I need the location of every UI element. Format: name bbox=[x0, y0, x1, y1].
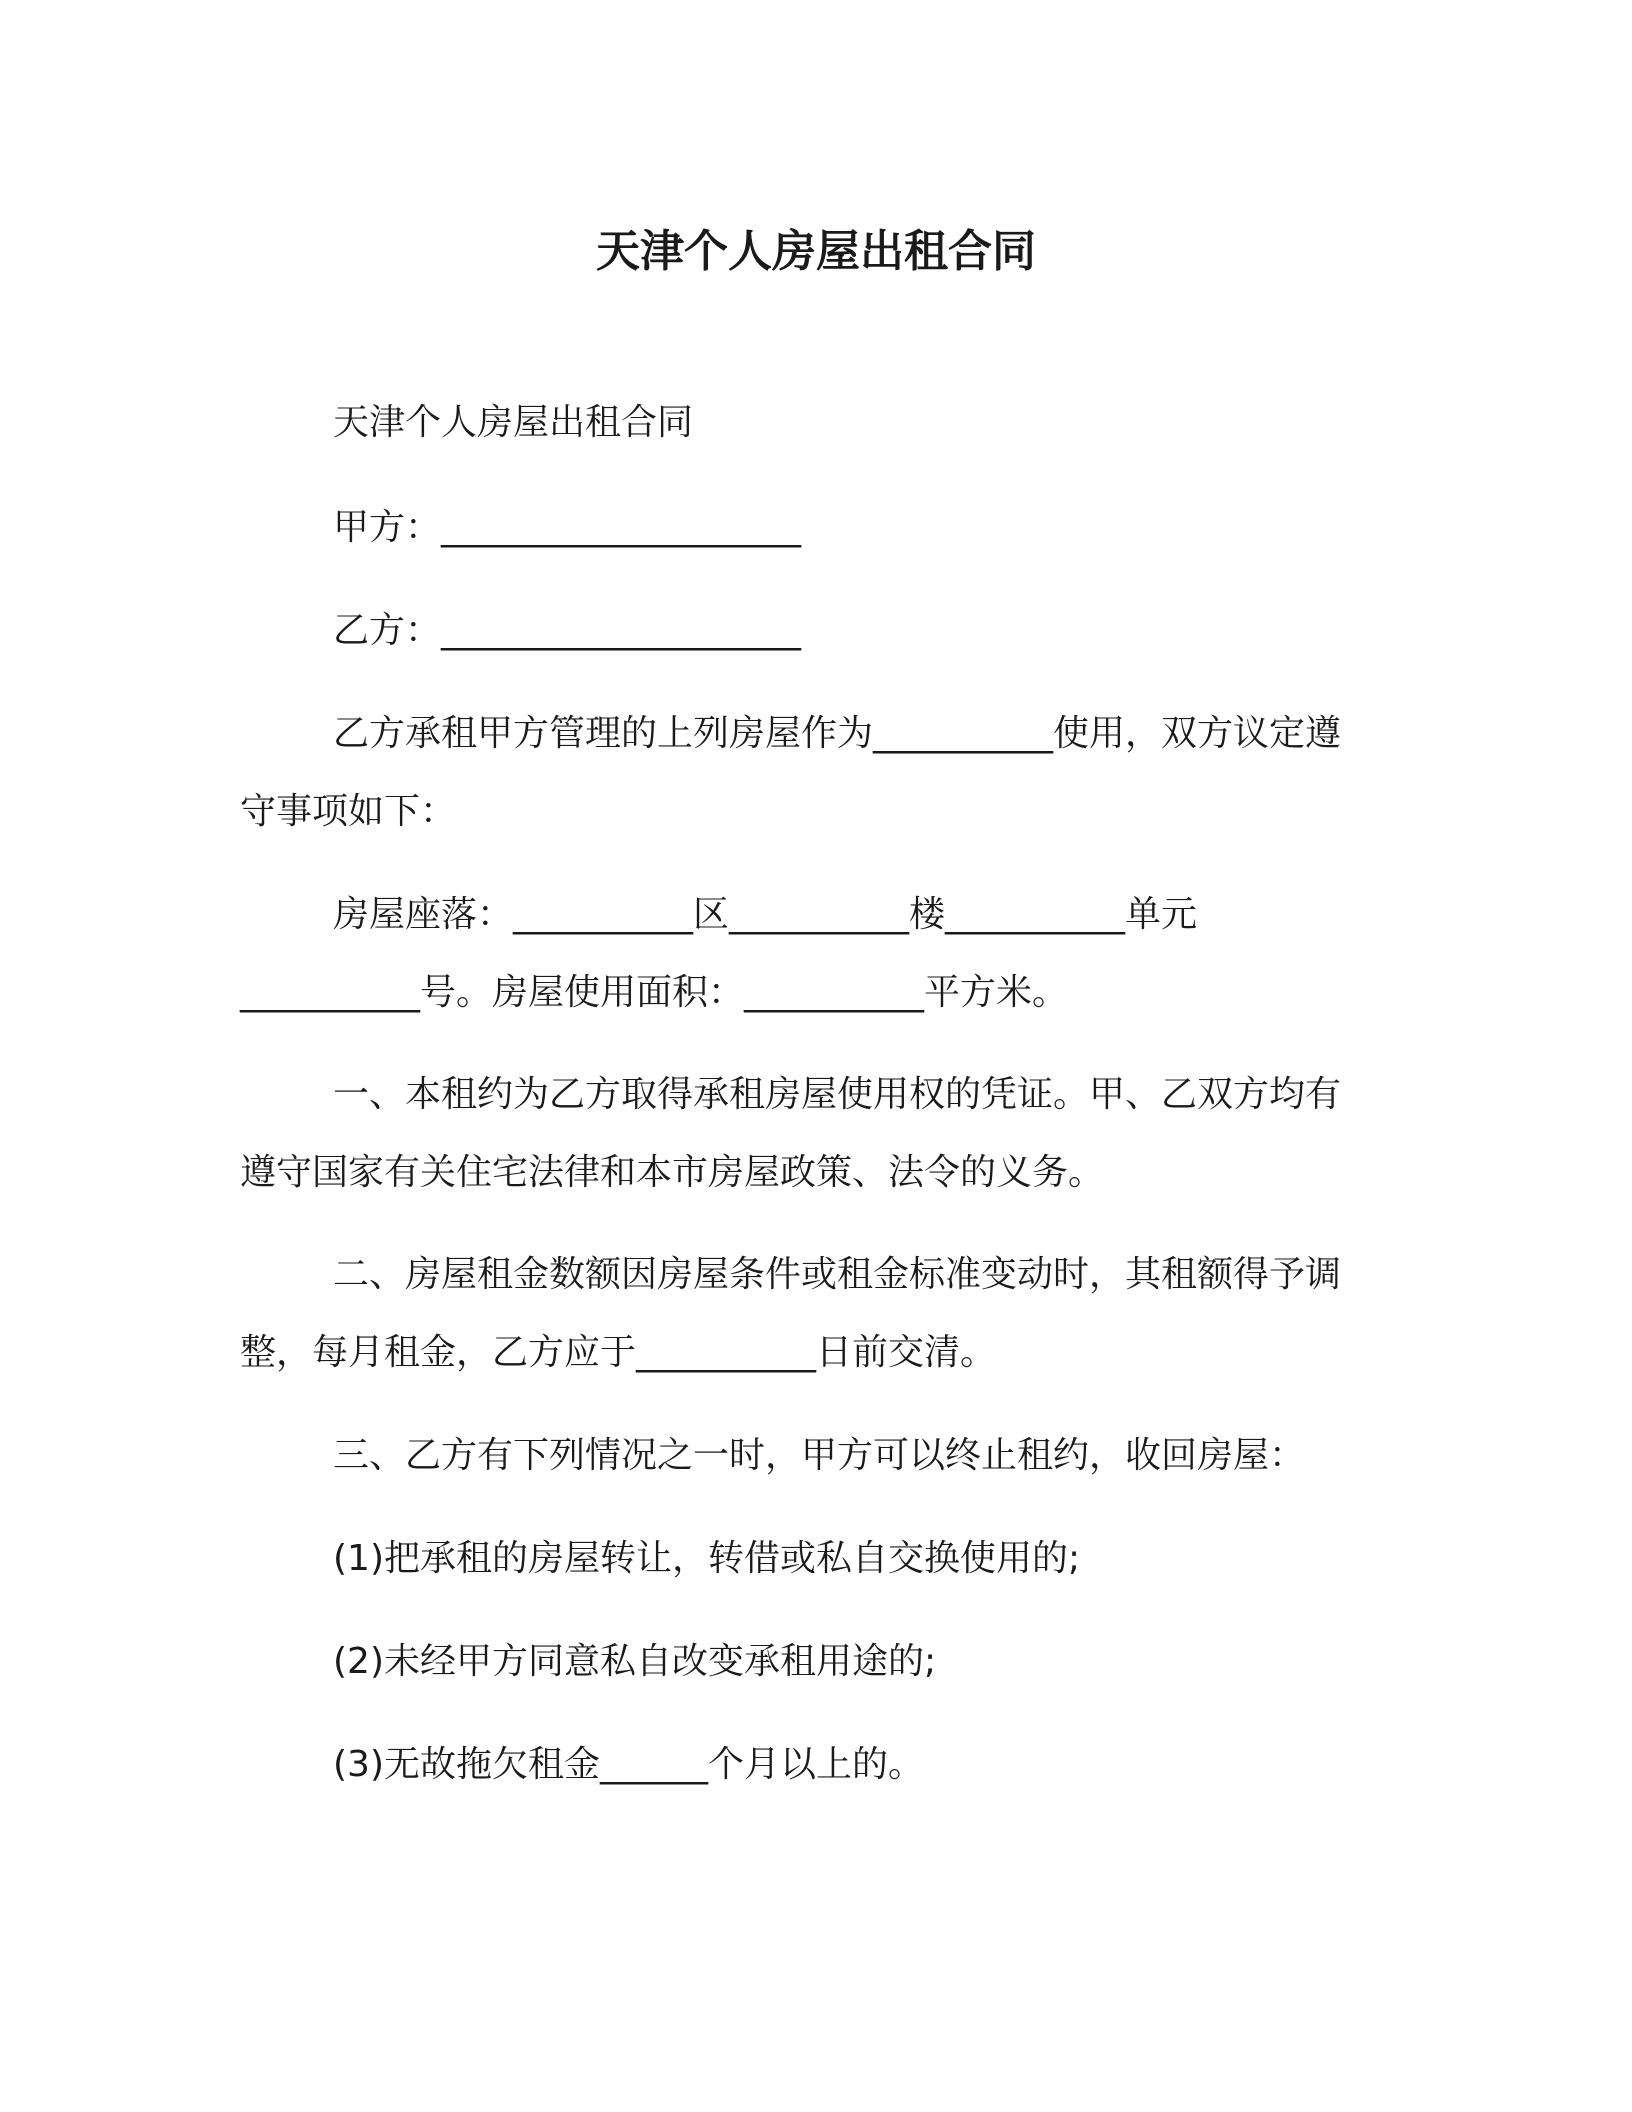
clause-3-item-1: (1)把承租的房屋转让，转借或私自交换使用的; bbox=[333, 1538, 1081, 1579]
usage-paragraph-line-1: 乙方承租甲方管理的上列房屋作为__________使用，双方议定遵 bbox=[333, 713, 1342, 754]
location-paragraph-line-1: 房屋座落：__________区__________楼__________单元 bbox=[333, 894, 1198, 935]
party-b-line: 乙方：____________________ bbox=[333, 610, 802, 651]
clause-1-line-1: 一、本租约为乙方取得承租房屋使用权的凭证。甲、乙双方均有 bbox=[333, 1074, 1342, 1115]
clause-3-item-2: (2)未经甲方同意私自改变承租用途的; bbox=[333, 1641, 937, 1682]
clause-2-line-1: 二、房屋租金数额因房屋条件或租金标准变动时，其租额得予调 bbox=[333, 1254, 1342, 1295]
location-paragraph-line-2: __________号。房屋使用面积：__________平方米。 bbox=[240, 972, 1069, 1013]
clause-3-line: 三、乙方有下列情况之一时，甲方可以终止租约，收回房屋： bbox=[333, 1435, 1306, 1476]
clause-1-line-2: 遵守国家有关住宅法律和本市房屋政策、法令的义务。 bbox=[240, 1152, 1105, 1193]
usage-paragraph-line-2: 守事项如下： bbox=[240, 791, 457, 832]
clause-3-item-3: (3)无故拖欠租金______个月以上的。 bbox=[333, 1744, 924, 1785]
party-a-line: 甲方：____________________ bbox=[333, 507, 802, 548]
subtitle-line: 天津个人房屋出租合同 bbox=[333, 402, 694, 443]
clause-2-line-2: 整，每月租金，乙方应于__________日前交清。 bbox=[240, 1332, 997, 1373]
document-title: 天津个人房屋出租合同 bbox=[596, 226, 1036, 277]
